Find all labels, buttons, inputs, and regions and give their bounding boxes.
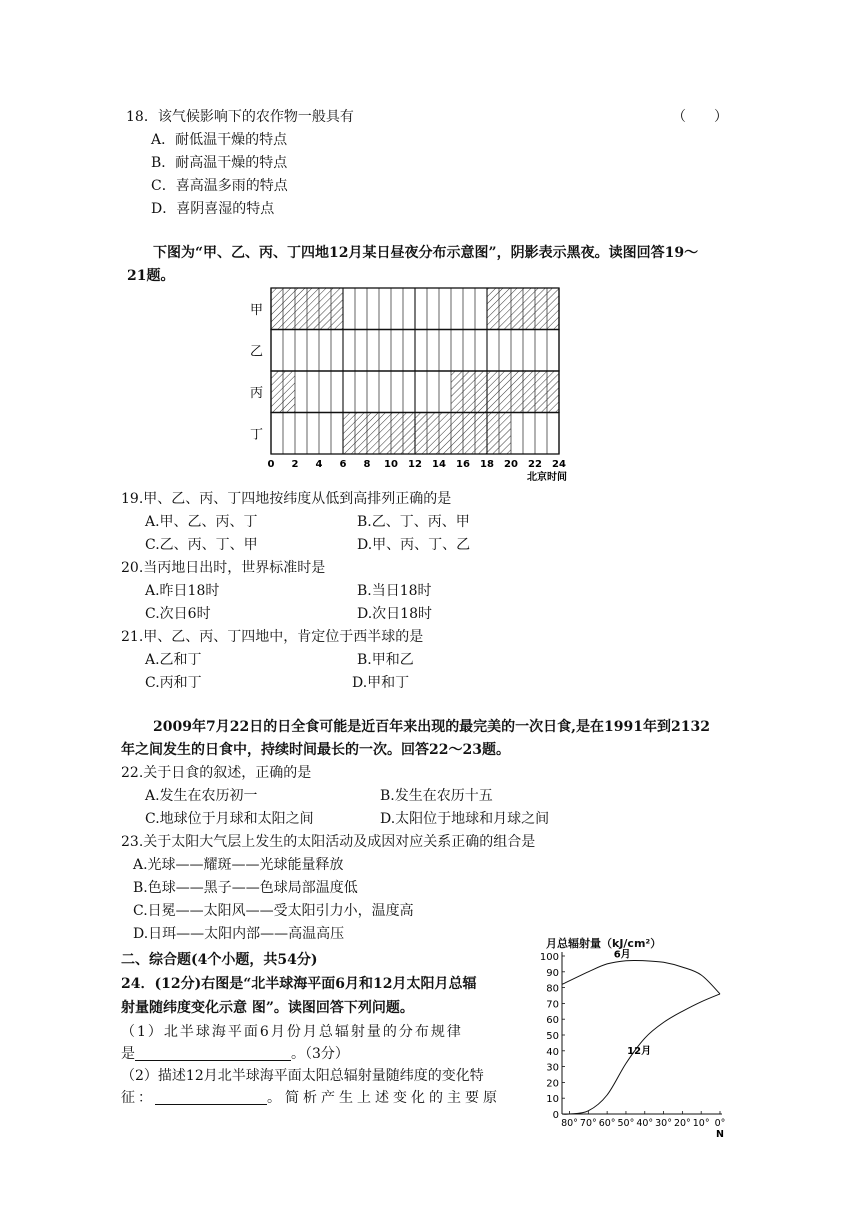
- x-tick-label: 22: [528, 459, 542, 470]
- x-axis-label: 北京时间: [527, 472, 567, 483]
- x-tick-label: 40°: [636, 1118, 654, 1129]
- x-tick-label: 70°: [579, 1118, 597, 1129]
- q19-stem: 19.甲、乙、丙、丁四地按纬度从低到高排列正确的是: [121, 491, 452, 507]
- y-tick-label: 70: [546, 999, 559, 1011]
- y-tick-label: 60: [546, 1015, 559, 1027]
- q22-option-c: C.地球位于月球和太阳之间: [145, 811, 314, 827]
- night-shade-丙-1: [451, 371, 559, 413]
- y-tick-label: 10: [546, 1094, 559, 1106]
- q21-stem: 21.甲、乙、丙、丁四地中，肯定位于西半球的是: [121, 629, 424, 645]
- q19-option-a: A.甲、乙、丙、丁: [145, 514, 258, 530]
- q22-option-d: D.太阳位于地球和月球之间: [380, 811, 550, 827]
- y-tick-label: 0: [552, 1110, 559, 1121]
- q21-option-b: B.甲和乙: [357, 652, 414, 668]
- series-line-june: [562, 960, 720, 993]
- q19-option-b: B.乙、丁、丙、甲: [357, 514, 470, 530]
- q23-option-b: B.色球——黑子——色球局部温度低: [133, 880, 358, 896]
- y-tick-label: 90: [546, 967, 559, 979]
- x-tick-label: 20°: [673, 1118, 691, 1129]
- q23-option-a: A.光球——耀斑——光球能量释放: [133, 857, 344, 873]
- x-tick-label: 24: [552, 459, 566, 470]
- x-tick-label: 0: [267, 459, 275, 470]
- y-tick-label: 20: [546, 1078, 559, 1090]
- x-axis-north-label: N: [716, 1129, 724, 1140]
- x-tick-label: 16: [456, 459, 470, 470]
- y-tick-label: 40: [546, 1046, 559, 1058]
- y-tick-label: 100: [539, 952, 559, 963]
- q18-option-b: B．耐高温干燥的特点: [151, 155, 288, 171]
- q18-option-c: C．喜高温多雨的特点: [151, 178, 288, 194]
- q18-stem: 18．该气候影响下的农作物一般具有: [126, 109, 354, 125]
- q24-part1-line2: [121, 1047, 349, 1061]
- series-label-december: 12月: [627, 1045, 652, 1057]
- radiation-chart: [530, 948, 745, 1143]
- q24-line1: 24．(12分)右图是“北半球海平面6月和12月太阳月总辐: [121, 976, 477, 992]
- q20-stem: 20.当丙地日出时，世界标准时是: [121, 560, 326, 576]
- q24-part2-line2: [121, 1091, 501, 1105]
- x-tick-label: 60°: [598, 1118, 616, 1129]
- q23-option-c: C.日冕——太阳风——受太阳引力小，温度高: [133, 903, 414, 919]
- q20-option-d: D.次日18时: [357, 606, 432, 622]
- row-label: 乙: [249, 344, 263, 360]
- q20-option-a: A.昨日18时: [145, 583, 220, 599]
- q18-option-d: D．喜阴喜湿的特点: [151, 201, 275, 217]
- q18-option-a: A．耐低温干燥的特点: [151, 132, 288, 148]
- day-night-chart: [245, 284, 585, 484]
- q20-option-b: B.当日18时: [357, 583, 432, 599]
- x-tick-label: 4: [315, 459, 323, 470]
- x-tick-label: 10: [384, 459, 398, 470]
- x-tick-label: 0°: [714, 1118, 726, 1129]
- q21-option-d: D.甲和丁: [352, 675, 410, 691]
- q20-option-c: C.次日6时: [145, 606, 211, 622]
- q22-option-b: B.发生在农历十五: [380, 788, 493, 804]
- x-tick-label: 2: [291, 459, 299, 470]
- y-tick-label: 80: [546, 983, 559, 995]
- series-label-june: 6月: [613, 949, 631, 961]
- q24-part2-suffix: 。简析产生上述变化的主要原: [267, 1090, 501, 1106]
- q19-option-c: C.乙、丙、丁、甲: [145, 537, 258, 553]
- x-tick-label: 80°: [561, 1118, 578, 1129]
- q24-part1-answer-blank[interactable]: [135, 1048, 291, 1061]
- intro1-line2: 21题。: [127, 268, 175, 284]
- row-label: 丁: [249, 427, 263, 443]
- q24-part2-answer-blank[interactable]: [155, 1092, 267, 1105]
- radiation-chart-title: 月总辐射量（kJ/cm²）: [546, 937, 662, 950]
- q18-answer-bracket: （ ）: [672, 109, 728, 125]
- row-label: 甲: [249, 302, 263, 318]
- x-tick-label: 18: [480, 459, 494, 470]
- q24-part2-line1: （2）描述12月北半球海平面太阳总辐射量随纬度的变化特: [121, 1068, 484, 1084]
- intro2-line2: 年之间发生的日食中，持续时间最长的一次。回答22～23题。: [121, 742, 510, 758]
- x-tick-label: 6: [339, 459, 347, 470]
- q22-option-a: A.发生在农历初一: [145, 788, 258, 804]
- row-label: 丙: [249, 385, 263, 401]
- q23-option-d: D.日珥——太阳内部——高温高压: [133, 926, 345, 942]
- x-tick-label: 8: [363, 459, 371, 470]
- q23-stem: 23.关于太阳大气层上发生的太阳活动及成因对应关系正确的组合是: [121, 834, 536, 850]
- x-tick-label: 12: [408, 459, 422, 470]
- x-tick-label: 20: [504, 459, 518, 470]
- q24-line2: 射量随纬度变化示意 图”。读图回答下列问题。: [121, 1000, 414, 1016]
- q24-part1-suffix: 。（3分）: [291, 1046, 349, 1062]
- intro1-line1: 下图为“甲、乙、丙、丁四地12月某日昼夜分布示意图”，阴影表示黑夜。读图回答19～: [153, 245, 699, 261]
- x-tick-label: 30°: [655, 1118, 672, 1129]
- x-tick-label: 14: [432, 459, 446, 470]
- intro2-line1: 2009年7月22日的日全食可能是近百年来出现的最完美的一次日食,是在1991年到2132: [153, 719, 710, 735]
- q22-stem: 22.关于日食的叙述，正确的是: [121, 765, 312, 781]
- q24-part1-line1: （1）北半球海平面6月份月总辐射量的分布规律: [121, 1024, 463, 1040]
- x-tick-label: 50°: [617, 1118, 635, 1129]
- y-tick-label: 50: [546, 1031, 559, 1042]
- x-tick-label: 10°: [692, 1118, 710, 1129]
- q24-part1-prefix: 是: [121, 1046, 135, 1062]
- q21-option-c: C.丙和丁: [145, 675, 202, 691]
- y-tick-label: 30: [546, 1062, 559, 1074]
- q21-option-a: A.乙和丁: [145, 652, 202, 668]
- q24-part2-prefix: 征：: [121, 1090, 155, 1106]
- section-2-title: 二、综合题(4个小题，共54分): [121, 952, 318, 968]
- q19-option-d: D.甲、丙、丁、乙: [357, 537, 471, 553]
